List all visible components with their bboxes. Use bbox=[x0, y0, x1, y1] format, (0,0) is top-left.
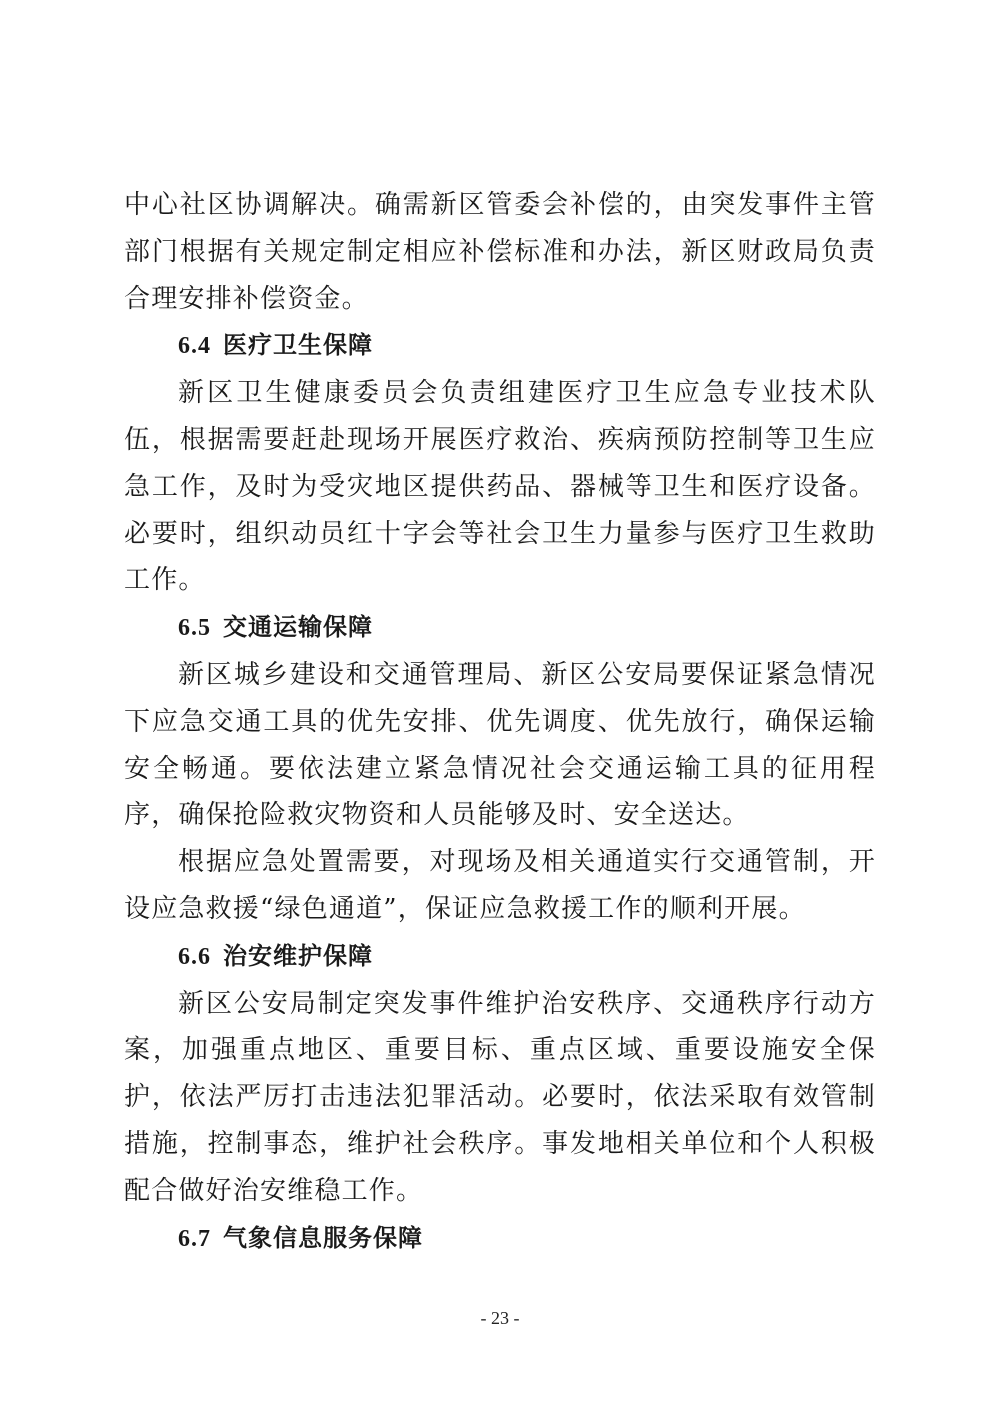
paragraph-medical: 新区卫生健康委员会负责组建医疗卫生应急专业技术队伍，根据需要赶赴现场开展医疗救治、疾病预防控制等卫生应急工作，及时为受灾地区提供药品、器械等卫生和医疗设备。必要时，组织动员红十字会等社会卫生力量参与医疗卫生救助工作。 bbox=[124, 378, 876, 596]
section-number: 6.7 bbox=[178, 1225, 211, 1252]
section-title: 治安维护保障 bbox=[223, 940, 373, 970]
section-title: 交通运输保障 bbox=[223, 612, 373, 642]
page-number: - 23 - bbox=[480, 1308, 520, 1328]
section-title: 气象信息服务保障 bbox=[223, 1222, 423, 1252]
paragraph-traffic-control: 根据应急处置需要，对现场及相关通道实行交通管制，开设应急救援“绿色通道”，保证应急救援工作的顺利开展。 bbox=[124, 847, 876, 924]
paragraph-transport: 新区城乡建设和交通管理局、新区公安局要保证紧急情况下应急交通工具的优先安排、优先调度、优先放行，确保运输安全畅通。要依法建立紧急情况社会交通运输工具的征用程序，确保抢险救灾物资和人员能够及时、安全送达。 bbox=[124, 659, 876, 831]
section-title: 医疗卫生保障 bbox=[223, 330, 373, 360]
paragraph-public-security: 新区公安局制定突发事件维护治安秩序、交通秩序行动方案，加强重点地区、重要目标、重点区域、重要设施安全保护，依法严厉打击违法犯罪活动。必要时，依法采取有效管制措施，控制事态，维护社会秩序。事发地相关单位和个人积极配合做好治安维稳工作。 bbox=[124, 988, 876, 1206]
section-number: 6.6 bbox=[178, 943, 211, 970]
page-body bbox=[124, 182, 876, 1262]
section-heading-6-4 bbox=[124, 322, 876, 370]
section-heading-6-6 bbox=[124, 933, 876, 981]
paragraph-compensation: 中心社区协调解决。确需新区管委会补偿的，由突发事件主管部门根据有关规定制定相应补偿标准和办法，新区财政局负责合理安排补偿资金。 bbox=[124, 190, 876, 314]
section-heading-6-7 bbox=[124, 1215, 876, 1263]
section-number: 6.5 bbox=[178, 615, 211, 642]
section-number: 6.4 bbox=[178, 333, 211, 360]
section-heading-6-5 bbox=[124, 604, 876, 652]
